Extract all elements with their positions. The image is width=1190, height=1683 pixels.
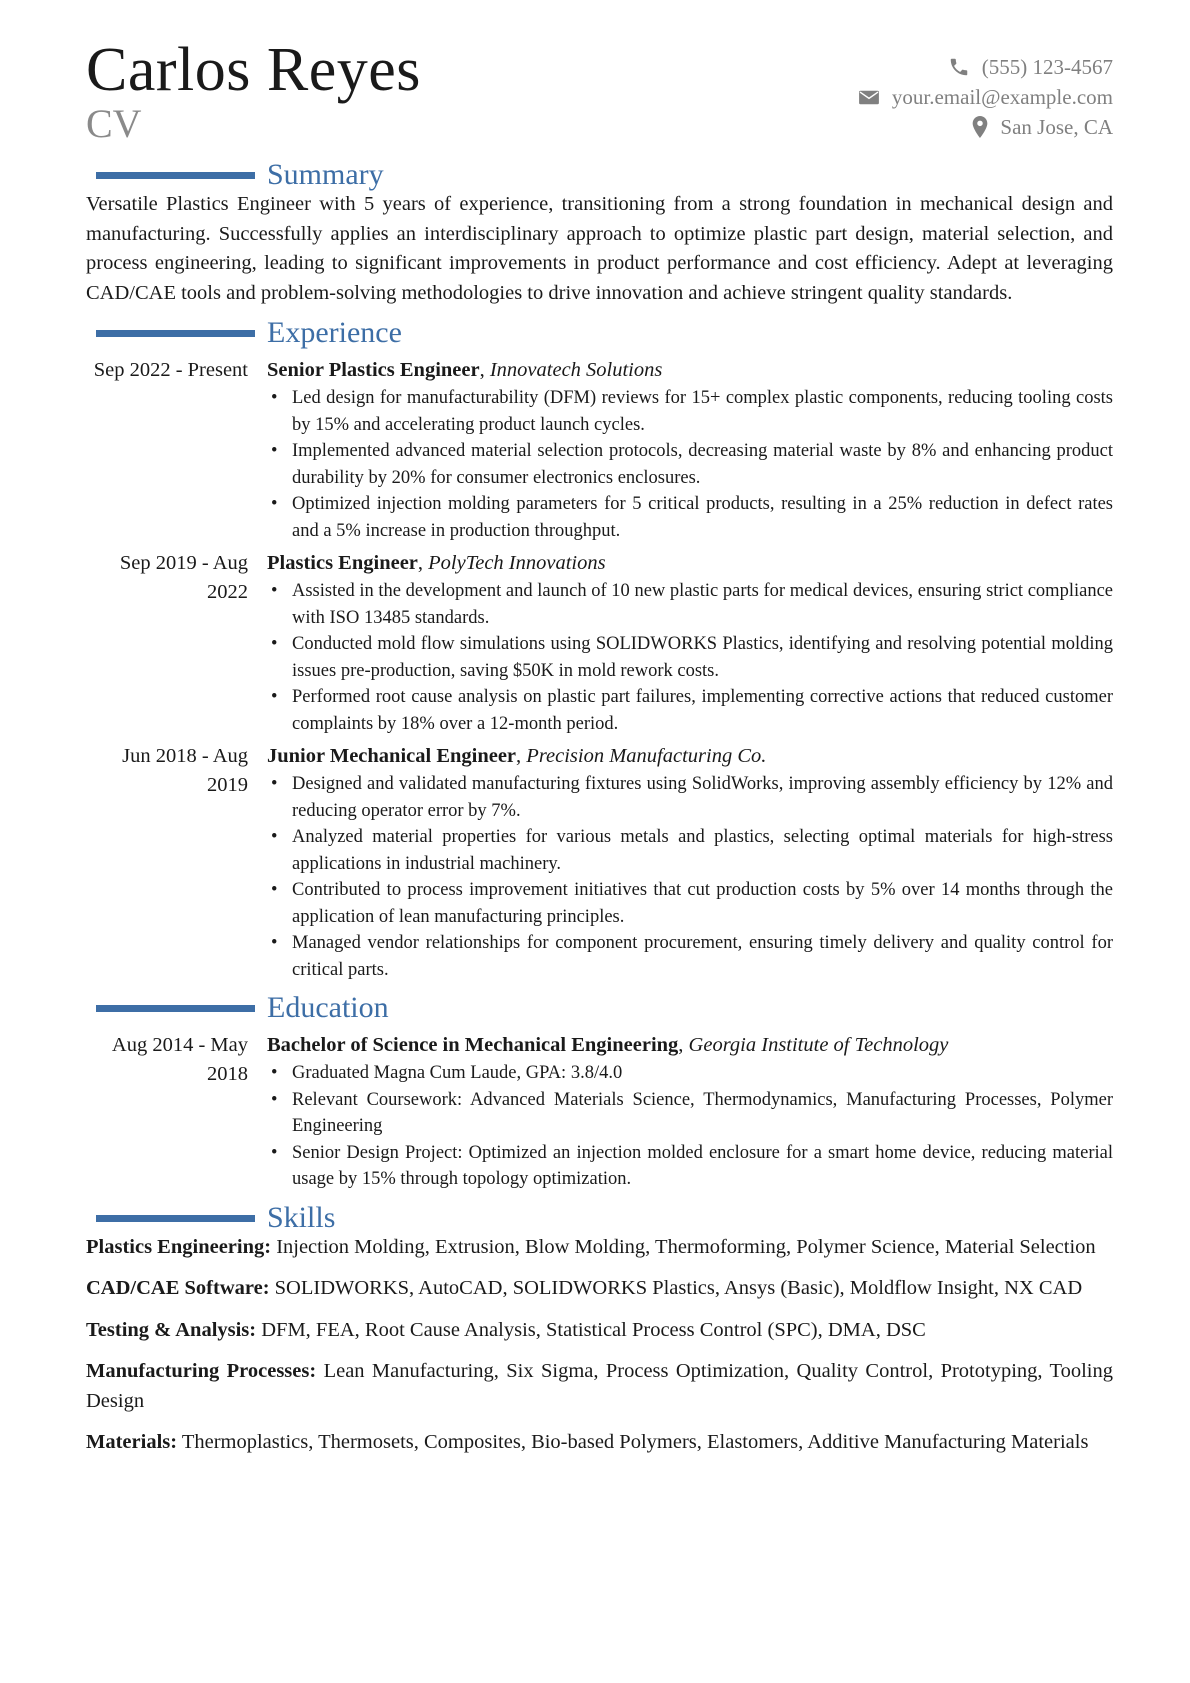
employer: PolyTech Innovations	[428, 552, 606, 574]
bullet-list	[267, 578, 1113, 737]
bullet-list	[267, 1060, 1113, 1193]
entry-title-line: Senior Plastics Engineer, Innovatech Solutions	[267, 359, 663, 381]
section-bar	[96, 1215, 255, 1222]
summary-text: Versatile Plastics Engineer with 5 years of experience, transitioning from a strong foundation in mechanical design and manufacturing. Successfully applies an interdisciplinary approach to optimize plastic part design, material selection, and process engineering, leading to significant improvements in product performance and cost efficiency. Adept at leveraging CAD/CAE tools and problem-solving methodologies to drive innovation and achieve stringent quality standards.	[86, 193, 1113, 304]
resume-page	[86, 38, 1113, 1470]
contact-email[interactable]: your.email@example.com	[891, 84, 1113, 109]
bullet-list	[267, 771, 1113, 983]
employer: Precision Manufacturing Co.	[526, 745, 767, 767]
contact-block	[858, 52, 1113, 142]
entry-body	[248, 549, 1113, 737]
bullet-list	[267, 385, 1113, 544]
entry-title-line: Junior Mechanical Engineer, Precision Manufacturing Co.	[267, 745, 767, 767]
skill-value: Lean Manufacturing, Six Sigma, Process Optimization, Quality Control, Prototyping, Tooling Design	[86, 1360, 1114, 1412]
entry-date: Aug 2014 - May 2018	[111, 1034, 248, 1085]
experience-entry	[86, 549, 1113, 737]
section-summary-heading	[86, 156, 1113, 194]
bullet-item: • Relevant Coursework: Advanced Materials Science, Thermodynamics, Manufacturing Processes, Polymer Engineering	[267, 1087, 1113, 1140]
experience-entry	[86, 356, 1113, 544]
entry-date: Sep 2022 - Present	[93, 359, 248, 381]
skill-row	[86, 1316, 1113, 1346]
skills-list	[86, 1233, 1113, 1458]
section-bar	[96, 330, 255, 337]
skill-row	[86, 1428, 1113, 1458]
contact-location-row	[858, 112, 1113, 142]
skill-label: Testing & Analysis:	[86, 1318, 257, 1341]
contact-phone-row	[858, 52, 1113, 82]
skill-label: Materials:	[86, 1431, 178, 1453]
employer: Innovatech Solutions	[489, 359, 663, 381]
bullet-item: • Conducted mold flow simulations using SOLIDWORKS Plastics, identifying and resolving potential molding issues pre-production, saving $50K in mold rework costs.	[267, 631, 1113, 684]
contact-location: San Jose, CA	[1000, 114, 1113, 139]
skill-value: Thermoplastics, Thermosets, Composites, Bio-based Polymers, Elastomers, Additive Manufacturing Materials	[181, 1431, 1089, 1453]
job-title: Senior Plastics Engineer	[267, 359, 480, 381]
section-bar	[96, 172, 255, 179]
skill-label: CAD/CAE Software:	[86, 1277, 270, 1299]
contact-phone: (555) 123-4567	[981, 54, 1113, 79]
bullet-item: • Senior Design Project: Optimized an injection molded enclosure for a smart home device, reducing material usage by 15% through topology optimization.	[267, 1140, 1113, 1193]
skill-row	[86, 1357, 1113, 1416]
bullet-item: • Led design for manufacturability (DFM) reviews for 15+ complex plastic components, reducing tooling costs by 15% and accelerating product launch cycles.	[267, 385, 1113, 438]
bullet-item: • Optimized injection molding parameters for 5 critical products, resulting in a 25% reduction in defect rates and a 5% increase in production throughput.	[267, 491, 1113, 544]
map-marker-icon	[972, 116, 988, 138]
section-education-heading	[86, 989, 1113, 1027]
skill-row	[86, 1233, 1113, 1263]
candidate-name: Carlos Reyes	[86, 36, 421, 104]
section-title: Education	[267, 991, 389, 1024]
entry-title-line: Plastics Engineer, PolyTech Innovations	[267, 552, 606, 574]
section-experience-heading	[86, 314, 1113, 352]
section-title: Summary	[267, 158, 384, 191]
entry-body	[248, 742, 1113, 983]
envelope-icon	[858, 88, 880, 106]
entry-date: Sep 2019 - Aug 2022	[119, 552, 248, 603]
phone-icon	[948, 56, 970, 78]
skill-value: Injection Molding, Extrusion, Blow Molding, Thermoforming, Polymer Science, Material Selection	[276, 1235, 1096, 1258]
section-bar	[96, 1005, 255, 1012]
job-title: Junior Mechanical Engineer	[267, 745, 517, 767]
bullet-item: • Graduated Magna Cum Laude, GPA: 3.8/4.0	[267, 1060, 1113, 1087]
bullet-item: • Implemented advanced material selection protocols, decreasing material waste by 8% and enhancing product durability by 20% for consumer electronics enclosures.	[267, 438, 1113, 491]
section-title: Skills	[267, 1200, 336, 1234]
bullet-item: • Designed and validated manufacturing fixtures using SolidWorks, improving assembly efficiency by 12% and reducing operator error by 7%.	[267, 771, 1113, 824]
bullet-item: • Contributed to process improvement initiatives that cut production costs by 5% over 14 months through the application of lean manufacturing principles.	[267, 877, 1113, 930]
entry-body	[248, 1031, 1113, 1193]
entry-body	[248, 356, 1113, 544]
skill-label: Plastics Engineering:	[86, 1235, 272, 1258]
skill-value: SOLIDWORKS, AutoCAD, SOLIDWORKS Plastics, Ansys (Basic), Moldflow Insight, NX CAD	[274, 1277, 1083, 1299]
experience-entry	[86, 742, 1113, 983]
entry-date: Jun 2018 - Aug 2019	[122, 745, 248, 796]
skill-row	[86, 1274, 1113, 1304]
institution: Georgia Institute of Technology	[688, 1034, 949, 1056]
bullet-item: • Performed root cause analysis on plastic part failures, implementing corrective actions that reduced customer complaints by 18% over a 12-month period.	[267, 684, 1113, 737]
document-subtitle: CV	[86, 101, 142, 146]
bullet-item: • Managed vendor relationships for component procurement, ensuring timely delivery and quality control for critical parts.	[267, 930, 1113, 983]
skill-value: DFM, FEA, Root Cause Analysis, Statistical Process Control (SPC), DMA, DSC	[261, 1318, 926, 1341]
section-skills-heading	[86, 1199, 1113, 1237]
section-title: Experience	[267, 316, 402, 349]
education-entry	[86, 1031, 1113, 1193]
bullet-item: • Analyzed material properties for various metals and plastics, selecting optimal materials for high-stress applications in industrial machinery.	[267, 824, 1113, 877]
resume-header	[86, 38, 1113, 156]
job-title: Plastics Engineer	[267, 552, 418, 574]
entry-title-line: Bachelor of Science in Mechanical Engineering, Georgia Institute of Technology	[267, 1034, 949, 1056]
degree-title: Bachelor of Science in Mechanical Engineering	[267, 1034, 679, 1056]
bullet-item: • Assisted in the development and launch of 10 new plastic parts for medical devices, ensuring strict compliance with ISO 13485 standards.	[267, 578, 1113, 631]
skill-label: Manufacturing Processes:	[86, 1360, 317, 1382]
contact-email-row	[858, 82, 1113, 112]
